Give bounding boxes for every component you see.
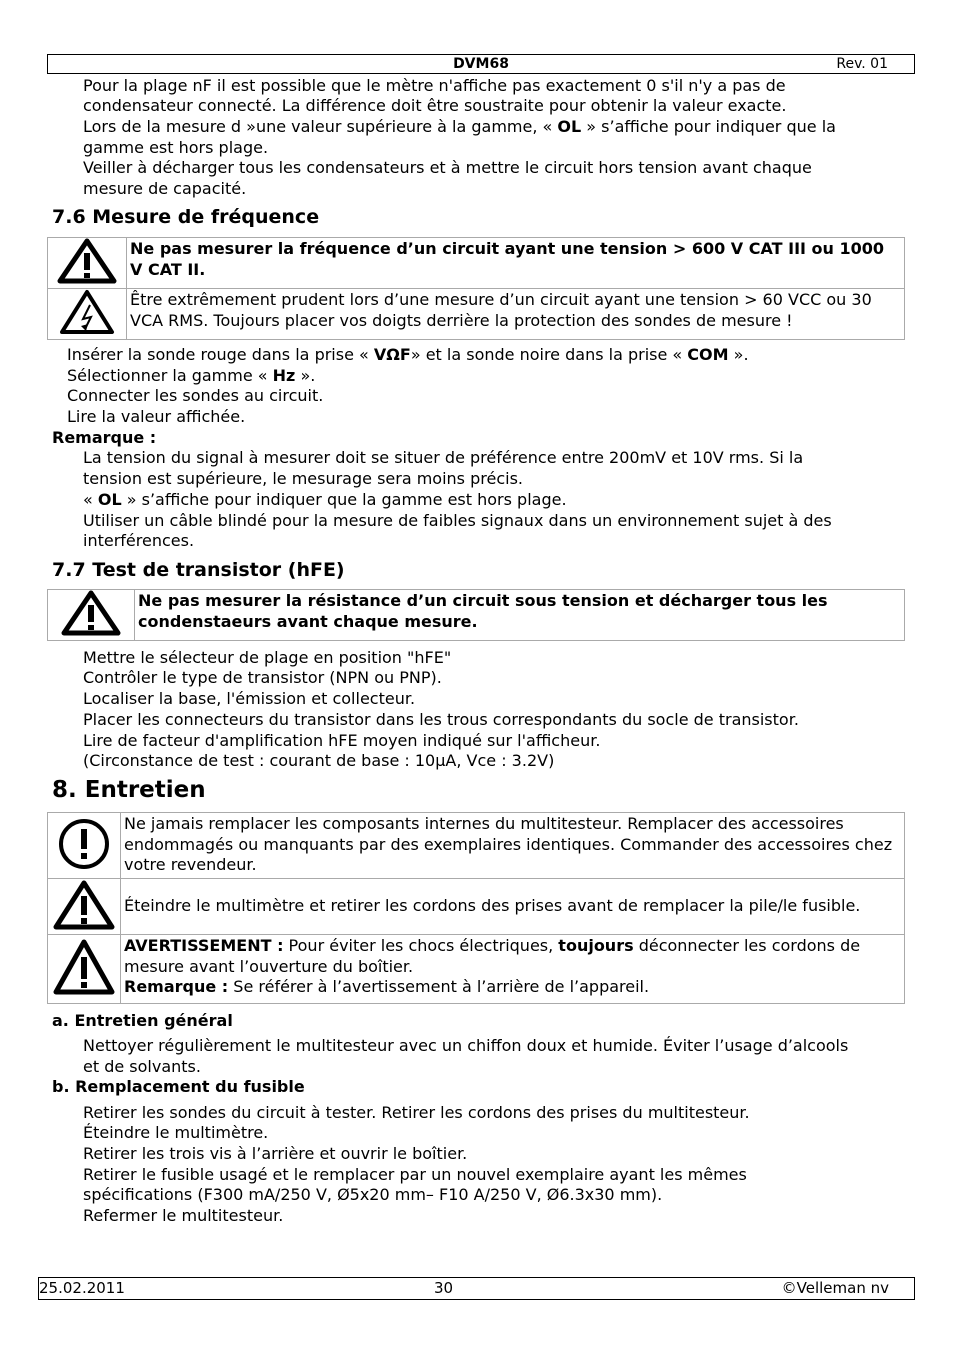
freq-step-1: Insérer la sonde rouge dans la prise « VΩF» et la sonde noire dans la prise « COM ». (67, 345, 749, 364)
fuse-line-2: Éteindre le multimètre. (83, 1123, 269, 1142)
warning-triangle-icon (61, 590, 121, 636)
page-header (47, 54, 915, 74)
footer-date: 25.02.2011 (39, 1279, 125, 1297)
page-footer (38, 1277, 915, 1300)
transistor-warning-text: Ne pas mesurer la résistance d’un circuit sous tension et décharger tous les condenstaeurs avant chaque mesure. (135, 590, 905, 641)
remark-line-4: Utiliser un câble blindé pour la mesure de faibles signaux dans un environnement sujet à des (83, 511, 832, 530)
hfe-line-4: Placer les connecteurs du transistor dans les trous correspondants du socle de transistor. (83, 710, 799, 729)
fuse-line-3: Retirer les trois vis à l’arrière et ouvrir le boîtier. (83, 1144, 468, 1163)
maintenance-warning-table (47, 812, 905, 1004)
warning-triangle-icon (53, 880, 115, 930)
hfe-line-5: Lire de facteur d'amplification hFE moyen indiqué sur l'afficheur. (83, 731, 601, 750)
frequency-warning-table (47, 237, 905, 340)
voltage-caution-text: Être extrêmement prudent lors d’une mesure d’un circuit ayant une tension > 60 VCC ou 30 VCA RMS. Toujours placer vos doigts derrière la protection des sondes de mesure ! (127, 289, 905, 340)
warning-triangle-icon (57, 238, 117, 284)
warning-triangle-icon (53, 939, 115, 995)
transistor-warning-table (47, 589, 905, 641)
remark-line-5: interférences. (83, 531, 195, 550)
hfe-line-6: (Circonstance de test : courant de base : 10μA, Vce : 3.2V) (83, 751, 555, 770)
model-name: DVM68 (453, 56, 509, 72)
remark-line-2: tension est supérieure, le mesurage sera moins précis. (83, 469, 523, 488)
intro-line-5: Veiller à décharger tous les condensateurs et à mettre le circuit hors tension avant chaque (83, 158, 812, 177)
maintenance-note-2: Éteindre le multimètre et retirer les cordons des prises avant de remplacer la pile/le fusible. (121, 879, 905, 935)
freq-step-2: Sélectionner la gamme « Hz ». (67, 366, 316, 385)
remark-line-3: « OL » s’affiche pour indiquer que la gamme est hors plage. (83, 490, 567, 509)
intro-line-3: Lors de la mesure d »une valeur supérieure à la gamme, « OL » s’affiche pour indiquer que la (83, 117, 836, 136)
high-voltage-icon (59, 289, 115, 335)
fuse-line-1: Retirer les sondes du circuit à tester. Retirer les cordons des prises du multitesteur. (83, 1103, 750, 1122)
freq-step-4: Lire la valeur affichée. (67, 407, 246, 426)
intro-line-1: Pour la plage nF il est possible que le mètre n'affiche pas exactement 0 s'il n'y a pas de (83, 76, 786, 95)
frequency-warning-text: Ne pas mesurer la fréquence d’un circuit ayant une tension > 600 V CAT III ou 1000 V CAT II. (127, 238, 905, 289)
hfe-line-3: Localiser la base, l'émission et collecteur. (83, 689, 416, 708)
fuse-line-4: Retirer le fusible usagé et le remplacer par un nouvel exemplaire ayant les mêmes (83, 1165, 747, 1184)
freq-step-3: Connecter les sondes au circuit. (67, 386, 324, 405)
intro-line-2: condensateur connecté. La différence doit être soustraite pour obtenir la valeur exacte. (83, 96, 787, 115)
hfe-line-1: Mettre le sélecteur de plage en position "hFE" (83, 648, 452, 667)
revision: Rev. 01 (836, 56, 888, 72)
remark-label: Remarque : (52, 428, 157, 447)
remark-line-1: La tension du signal à mesurer doit se situer de préférence entre 200mV et 10V rms. Si la (83, 448, 804, 467)
section-title-7-6: 7.6 Mesure de fréquence (52, 206, 320, 228)
maintenance-note-1: Ne jamais remplacer les composants internes du multitesteur. Remplacer des accessoires endommagés ou manquants par des exemplaires identiques. Commander des accessoires chez votre revendeur. (121, 813, 905, 879)
page-number: 30 (434, 1279, 454, 1297)
cleaning-line-2: et de solvants. (83, 1057, 201, 1076)
hfe-line-2: Contrôler le type de transistor (NPN ou PNP). (83, 668, 442, 687)
cleaning-line-1: Nettoyer régulièrement le multitesteur avec un chiffon doux et humide. Éviter l’usage d’alcools (83, 1036, 849, 1055)
maintenance-note-3: AVERTISSEMENT : Pour éviter les chocs électriques, toujours déconnecter les cordons de mesure avant l’ouverture du boîtier. Remarque : Se référer à l’avertissement à l’arrière de l’appareil. (121, 935, 905, 1004)
subsection-a-title: a. Entretien général (52, 1011, 233, 1030)
subsection-b-title: b. Remplacement du fusible (52, 1077, 305, 1096)
section-title-7-7: 7.7 Test de transistor (hFE) (52, 559, 345, 581)
intro-line-6: mesure de capacité. (83, 179, 247, 198)
fuse-line-5: spécifications (F300 mA/250 V, Ø5x20 mm– F10 A/250 V, Ø6.3x30 mm). (83, 1185, 663, 1204)
fuse-line-6: Refermer le multitesteur. (83, 1206, 284, 1225)
section-title-8: 8. Entretien (52, 777, 206, 803)
exclamation-circle-icon (57, 817, 111, 871)
footer-copyright: ©Velleman nv (781, 1279, 889, 1297)
intro-line-4: gamme est hors plage. (83, 138, 269, 157)
